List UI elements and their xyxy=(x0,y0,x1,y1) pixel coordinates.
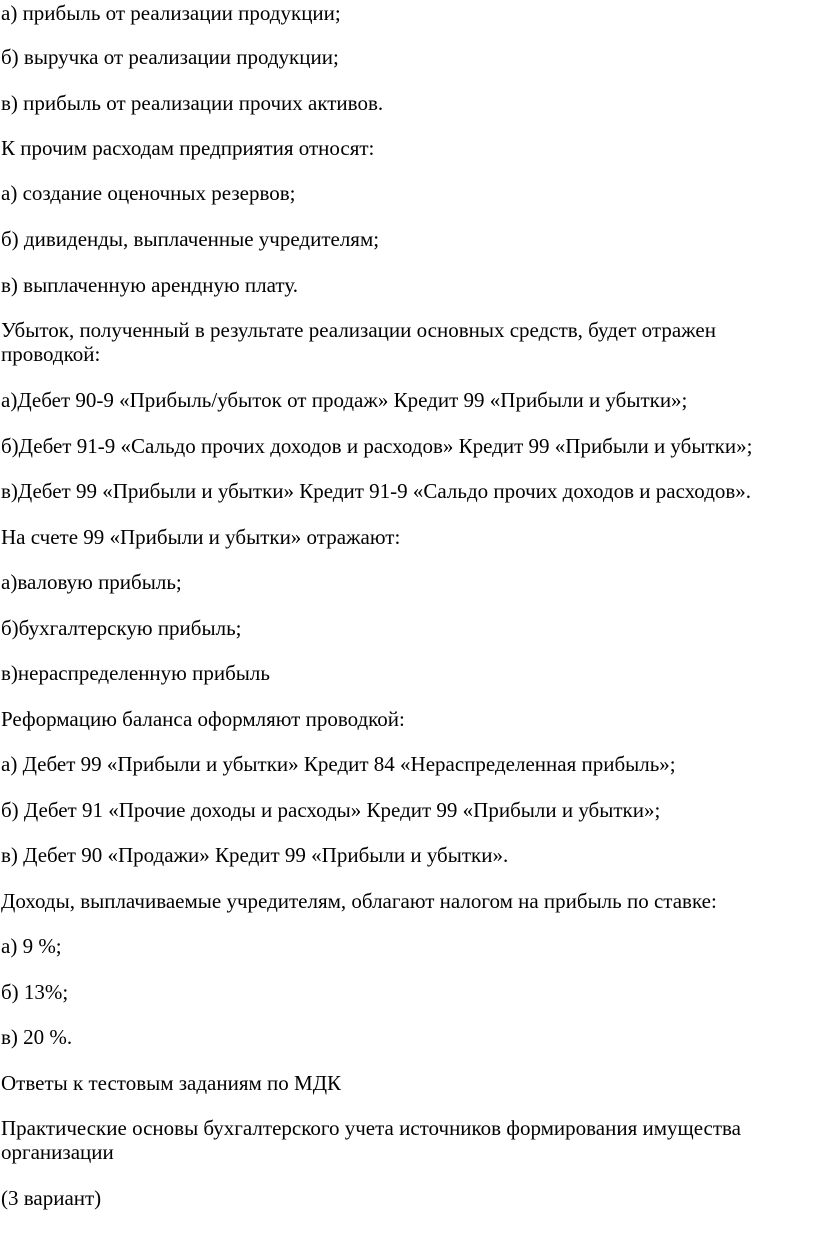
option-b-debit-91-9: б)Дебет 91-9 «Сальдо прочих доходов и расходов» Кредит 99 «Прибыли и убытки»; xyxy=(1,434,753,458)
option-a-gross-profit: а)валовую прибыль; xyxy=(1,570,182,594)
option-b-debit-91-credit-99: б) Дебет 91 «Прочие доходы и расходы» Кредит 99 «Прибыли и убытки»; xyxy=(1,798,661,822)
option-a-9-percent: а) 9 %; xyxy=(1,934,62,958)
option-c-debit-90-credit-99: в) Дебет 90 «Продажи» Кредит 99 «Прибыли и убытки». xyxy=(1,843,509,867)
option-c-debit-99: в)Дебет 99 «Прибыли и убытки» Кредит 91-9 «Сальдо прочих доходов и расходов». xyxy=(1,479,752,503)
option-a-debit-99-credit-84: а) Дебет 99 «Прибыли и убытки» Кредит 84 «Нераспределенная прибыль»; xyxy=(1,752,676,776)
option-c-20-percent: в) 20 %. xyxy=(1,1025,73,1049)
variant-label: (3 вариант) xyxy=(1,1186,102,1210)
option-b-dividends-to-founders: б) дивиденды, выплаченные учредителям; xyxy=(1,227,380,251)
answers-heading: Ответы к тестовым заданиям по МДК xyxy=(1,1071,342,1095)
option-b-13-percent: б) 13%; xyxy=(1,980,69,1004)
option-a-profit-from-sales: а) прибыль от реализации продукции; xyxy=(1,1,341,25)
option-a-valuation-reserves: а) создание оценочных резервов; xyxy=(1,181,296,205)
question-other-expenses: К прочим расходам предприятия относят: xyxy=(1,136,375,160)
option-c-retained-earnings: в)нераспределенную прибыль xyxy=(1,661,270,685)
option-a-debit-90-9: а)Дебет 90-9 «Прибыль/убыток от продаж» Кредит 99 «Прибыли и убытки»; xyxy=(1,388,688,412)
option-c-profit-other-assets: в) прибыль от реализации прочих активов. xyxy=(1,91,384,115)
course-title: Практические основы бухгалтерского учета источников формирования имущества организации xyxy=(1,1116,742,1164)
option-b-revenue-from-sales: б) выручка от реализации продукции; xyxy=(1,45,339,69)
question-loss-on-fixed-assets: Убыток, полученный в результате реализации основных средств, будет отражен проводкой: xyxy=(1,318,716,366)
question-account-99: На счете 99 «Прибыли и убытки» отражают: xyxy=(1,525,401,549)
option-c-paid-rent: в) выплаченную арендную плату. xyxy=(1,273,298,297)
question-balance-reformation: Реформацию баланса оформляют проводкой: xyxy=(1,707,405,731)
option-b-accounting-profit: б)бухгалтерскую прибыль; xyxy=(1,616,242,640)
question-dividend-tax-rate: Доходы, выплачиваемые учредителям, облагают налогом на прибыль по ставке: xyxy=(1,889,717,913)
